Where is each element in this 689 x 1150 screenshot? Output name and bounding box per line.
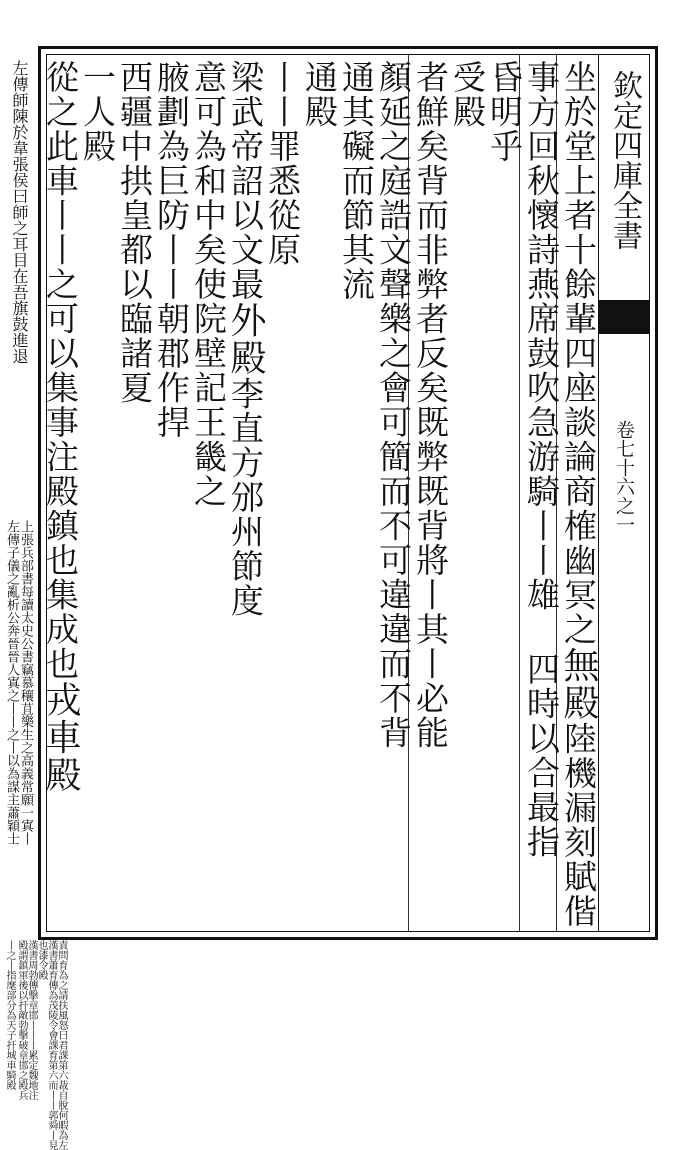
column-text: 責問育為之請扶風怒曰君課第六裁自脫何暇為左 (56, 940, 67, 1150)
text-column-5 (412, 60, 449, 926)
column-text: 戎車殿 (40, 681, 81, 794)
text-column-14 (79, 60, 116, 926)
column-text: 坐於堂上者十餘輩四座談論商榷幽冥之 (559, 60, 598, 647)
column-text: 漆令殿 (36, 950, 47, 980)
text-column-15 (42, 60, 79, 926)
column-text: 一人殿 (78, 60, 117, 164)
column-text: 漢書周勃傳擊章邯丨丨丨累定魏地注 (26, 940, 37, 1100)
fish-tail-mark (598, 300, 650, 334)
text-column-9 (264, 60, 301, 926)
column-text: 上張兵部書每讀太史公書竊慕穰苴樂生之高義常願一寘丨 (18, 520, 33, 845)
text-column-23 (56, 940, 67, 1150)
column-text: 腋劃為巨防丨丨朝郡作捍 (152, 60, 191, 440)
column-text: 外殿 (225, 301, 266, 377)
text-column-12 (153, 60, 190, 926)
text-column-8 (301, 60, 338, 926)
text-column-18 (4, 940, 15, 1090)
column-text: 昏明乎 (485, 60, 524, 164)
text-column-11 (190, 60, 227, 926)
column-text: 也 (36, 940, 47, 950)
column-text: 左傳子儀之亂析公奔晉晉人寘之丨丨之丨以為謀主蕭穎士 (4, 520, 19, 845)
text-column-17 (18, 520, 32, 920)
text-column-13 (116, 60, 153, 926)
column-text: 通其礙而節其流 (337, 60, 376, 302)
column-text: 左傳師陳於韋張侯曰師之耳目在吾旗鼓進退 (10, 60, 29, 364)
margin-volume-number: 卷七十六之一 (613, 420, 635, 534)
column-text: 分為天子扞城 (4, 1000, 15, 1060)
column-text: 車騎殿 (4, 1060, 15, 1090)
text-column-10 (227, 60, 264, 926)
margin-book-title: 欽定四庫全書 (607, 70, 642, 250)
column-text: 四時以合最指 (522, 652, 561, 859)
column-text: 漢書蕭育傳為茂陵令會課育第六而丨丨郭舜丨見 (46, 940, 57, 1150)
text-column-4 (449, 60, 486, 926)
text-column-16 (4, 520, 18, 920)
column-text: 意可為和中矣 (189, 60, 228, 267)
column-text: 顏延之庭誥文聲樂之會可簡而不可違違而不背 (374, 60, 413, 750)
column-text: 事方回秋懷詩燕席鼓吹急游騎丨丨雄 (522, 60, 561, 612)
column-text: 者鮮矣背而非弊者反矣既弊既背將丨其丨必能 (411, 60, 450, 750)
text-column-3 (486, 60, 523, 926)
column-text: 使院壁記王畿之 (189, 267, 228, 509)
column-text: 丨丨罪悉從原 (263, 60, 302, 267)
column-text: 通殿 (300, 60, 339, 129)
column-text: 無殿 (558, 646, 599, 722)
text-column-1 (558, 60, 599, 929)
column-text: 陸機漏刻賦偕 (559, 721, 598, 929)
column-text: 受殿 (448, 60, 487, 129)
column-text: 西疆中拱皇都以臨諸夏 (115, 60, 154, 405)
text-column-7 (338, 60, 375, 926)
column-text: 從之此車丨丨之可以集事注殿鎮也集成也 (41, 60, 80, 681)
text-column-6 (375, 60, 412, 926)
column-text: 丨之丨指麾部 (4, 940, 15, 1000)
text-column-2 (523, 60, 560, 926)
column-text: 梁武帝詔以文最 (226, 60, 265, 302)
column-text: 李直方邠州節度 (226, 376, 265, 618)
column-text: 殿謂鎮軍後以扞敵勃擊破章邯之殿兵 (16, 940, 27, 1100)
